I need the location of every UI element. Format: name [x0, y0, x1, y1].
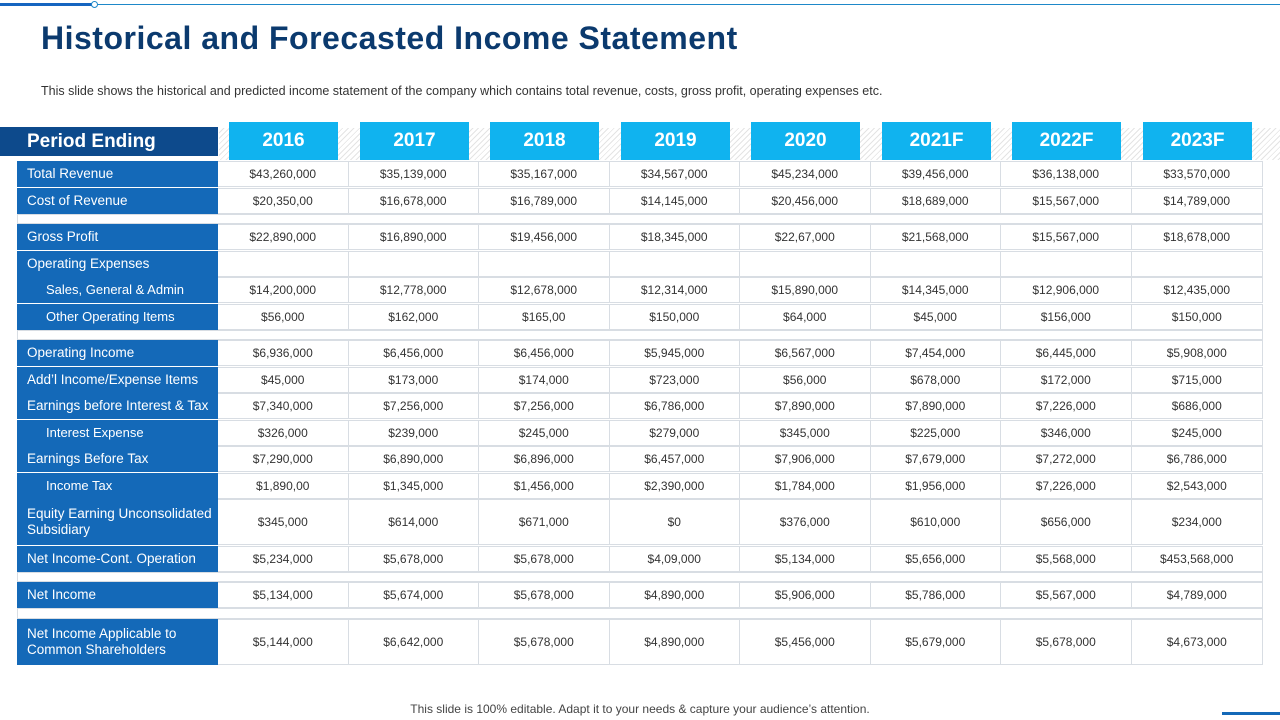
row-label: Income Tax: [17, 473, 218, 499]
row-label: Net Income Applicable to Common Shareholders: [17, 619, 218, 665]
row-label: Other Operating Items: [17, 304, 218, 330]
table-cell: $34,567,000: [610, 162, 741, 186]
table-cell: $36,138,000: [1001, 162, 1132, 186]
table-cell: $614,000: [349, 500, 480, 544]
section-separator: [17, 572, 1263, 582]
year-header: 2017: [360, 122, 469, 160]
table-cell: $156,000: [1001, 305, 1132, 329]
bottom-right-accent-bar: [1222, 712, 1280, 715]
table-cell: $5,656,000: [871, 547, 1002, 571]
table-cell: $18,345,000: [610, 225, 741, 249]
table-cell: [610, 252, 741, 276]
table-cell: $6,936,000: [218, 341, 349, 365]
table-cell: $18,689,000: [871, 189, 1002, 213]
year-header: 2021F: [882, 122, 991, 160]
table-cell: [479, 252, 610, 276]
row-label: Equity Earning Unconsolidated Subsidiary: [17, 499, 218, 545]
table-cell: $16,890,000: [349, 225, 480, 249]
year-header: 2020: [751, 122, 860, 160]
table-cell: $56,000: [740, 368, 871, 392]
table-row: [17, 473, 1263, 499]
row-values: [218, 161, 1263, 187]
row-label: Total Revenue: [17, 161, 218, 187]
table-cell: $245,000: [1171, 426, 1222, 440]
table-cell: $64,000: [740, 305, 871, 329]
table-cell: $2,390,000: [610, 474, 741, 498]
table-cell: $453,568,000: [1160, 552, 1234, 566]
table-cell: $20,350,00: [218, 189, 349, 213]
row-values: [218, 224, 1263, 250]
table-cell: $39,456,000: [871, 162, 1002, 186]
table-row: [17, 367, 1263, 393]
section-separator: [17, 214, 1263, 224]
row-values: [218, 499, 1263, 545]
table-cell: $7,256,000: [349, 394, 480, 418]
table-cell: [871, 252, 1002, 276]
table-cell: $174,000: [479, 368, 610, 392]
table-cell: $5,678,000: [479, 583, 610, 607]
table-cell: [349, 252, 480, 276]
section-separator: [17, 608, 1263, 619]
table-row: [17, 277, 1263, 303]
row-values: [218, 367, 1263, 393]
row-values: [218, 188, 1263, 214]
table-cell: $5,678,000: [479, 547, 610, 571]
table-cell: $5,678,000: [1001, 620, 1132, 664]
table-cell: $2,543,000: [1166, 479, 1227, 493]
table-cell: $165,00: [479, 305, 610, 329]
table-cell: $239,000: [349, 421, 480, 445]
table-cell: $35,167,000: [479, 162, 610, 186]
table-cell: $162,000: [349, 305, 480, 329]
row-values: [218, 340, 1263, 366]
row-label: Gross Profit: [17, 224, 218, 250]
table-cell: $671,000: [479, 500, 610, 544]
table-cell: $4,09,000: [610, 547, 741, 571]
table-cell: $14,789,000: [1163, 194, 1231, 208]
table-cell: $5,786,000: [871, 583, 1002, 607]
table-cell: $225,000: [871, 421, 1002, 445]
table-cell: $723,000: [610, 368, 741, 392]
table-cell: $15,890,000: [740, 278, 871, 302]
top-rule: [0, 4, 1280, 5]
table-cell: $345,000: [740, 421, 871, 445]
page-subtitle: This slide shows the historical and predicted income statement of the company which contains total revenue, costs, gross profit, operating expenses etc.: [41, 84, 883, 98]
table-cell: $7,454,000: [871, 341, 1002, 365]
table-cell: $6,890,000: [349, 447, 480, 471]
table-cell: $7,679,000: [871, 447, 1002, 471]
row-label: Net Income-Cont. Operation: [17, 546, 218, 572]
row-label: Earnings before Interest & Tax: [17, 393, 218, 419]
table-cell: $20,456,000: [740, 189, 871, 213]
row-values: [218, 446, 1263, 472]
row-values: [218, 393, 1263, 419]
table-cell: $6,456,000: [349, 341, 480, 365]
table-cell: $7,226,000: [1001, 394, 1132, 418]
page-title: Historical and Forecasted Income Statement: [41, 20, 738, 56]
table-cell: $1,890,00: [218, 474, 349, 498]
table-cell: $14,345,000: [871, 278, 1002, 302]
table-cell: $7,226,000: [1001, 474, 1132, 498]
row-values: [218, 582, 1263, 608]
table-cell: $1,456,000: [479, 474, 610, 498]
table-cell: $22,67,000: [740, 225, 871, 249]
table-cell: $35,139,000: [349, 162, 480, 186]
table-cell: $14,145,000: [610, 189, 741, 213]
row-label: Net Income: [17, 582, 218, 608]
table-cell: $6,896,000: [479, 447, 610, 471]
top-accent-dot: [91, 1, 98, 8]
table-cell: $12,314,000: [610, 278, 741, 302]
table-cell: $5,567,000: [1001, 583, 1132, 607]
table-cell: $686,000: [1171, 399, 1222, 413]
table-cell: $1,345,000: [349, 474, 480, 498]
table-row: [17, 224, 1263, 250]
table-cell: $326,000: [218, 421, 349, 445]
table-cell: [218, 252, 349, 276]
row-values: [218, 304, 1263, 330]
table-cell: $1,956,000: [871, 474, 1002, 498]
row-label: Earnings Before Tax: [17, 446, 218, 472]
table-cell: $7,890,000: [871, 394, 1002, 418]
table-row: [17, 161, 1263, 187]
table-cell: $234,000: [1171, 515, 1222, 529]
table-row: [17, 393, 1263, 419]
table-cell: $5,144,000: [218, 620, 349, 664]
row-label: Cost of Revenue: [17, 188, 218, 214]
table-row: [17, 619, 1263, 665]
table-row: [17, 446, 1263, 472]
table-row: [17, 582, 1263, 608]
table-cell: $43,260,000: [218, 162, 349, 186]
table-cell: $15,567,000: [1001, 189, 1132, 213]
table-cell: $6,567,000: [740, 341, 871, 365]
table-cell: $5,908,000: [1166, 346, 1227, 360]
row-label: Operating Income: [17, 340, 218, 366]
row-label: Add’l Income/Expense Items: [17, 367, 218, 393]
table-row: [17, 340, 1263, 366]
table-cell: $173,000: [349, 368, 480, 392]
table-cell: $6,786,000: [1166, 452, 1227, 466]
table-cell: $7,906,000: [740, 447, 871, 471]
year-header: 2019: [621, 122, 730, 160]
table-cell: $16,678,000: [349, 189, 480, 213]
table-cell: $0: [610, 500, 741, 544]
row-values: [218, 619, 1263, 665]
table-cell: $22,890,000: [218, 225, 349, 249]
table-cell: $5,678,000: [349, 547, 480, 571]
row-label: Interest Expense: [17, 420, 218, 446]
table-cell: $6,445,000: [1001, 341, 1132, 365]
table-cell: $5,456,000: [740, 620, 871, 664]
row-values: [218, 546, 1263, 572]
table-cell: $18,678,000: [1163, 230, 1231, 244]
table-cell: $45,000: [218, 368, 349, 392]
row-values: [218, 277, 1263, 303]
table-cell: $12,778,000: [349, 278, 480, 302]
table-cell: $12,906,000: [1001, 278, 1132, 302]
table-cell: $4,890,000: [610, 620, 741, 664]
table-cell: $16,789,000: [479, 189, 610, 213]
table-cell: $345,000: [218, 500, 349, 544]
table-cell: $5,134,000: [740, 547, 871, 571]
table-cell: $14,200,000: [218, 278, 349, 302]
table-cell: $7,290,000: [218, 447, 349, 471]
row-values: [218, 473, 1263, 499]
table-row: [17, 188, 1263, 214]
table-cell: [740, 252, 871, 276]
table-cell: $5,945,000: [610, 341, 741, 365]
table-cell: $5,906,000: [740, 583, 871, 607]
table-cell: $4,789,000: [1166, 588, 1227, 602]
table-cell: $245,000: [479, 421, 610, 445]
table-cell: $5,568,000: [1001, 547, 1132, 571]
table-cell: $150,000: [610, 305, 741, 329]
year-header: 2016: [229, 122, 338, 160]
row-label: Operating Expenses: [17, 251, 218, 277]
table-cell: [1001, 252, 1132, 276]
table-row: [17, 420, 1263, 446]
table-row: [17, 499, 1263, 545]
table-cell: $6,786,000: [610, 394, 741, 418]
table-cell: $5,234,000: [218, 547, 349, 571]
year-header: 2022F: [1012, 122, 1121, 160]
year-header: 2018: [490, 122, 599, 160]
table-cell: $4,890,000: [610, 583, 741, 607]
top-accent-bar: [0, 3, 94, 6]
table-cell: $45,000: [871, 305, 1002, 329]
table-cell: $7,340,000: [218, 394, 349, 418]
table-cell: [1132, 252, 1263, 276]
table-cell: $56,000: [218, 305, 349, 329]
row-values: [218, 251, 1263, 277]
table-cell: $5,679,000: [871, 620, 1002, 664]
table-cell: $7,272,000: [1001, 447, 1132, 471]
table-row: [17, 546, 1263, 572]
table-cell: $19,456,000: [479, 225, 610, 249]
table-cell: $21,568,000: [871, 225, 1002, 249]
row-values: [218, 420, 1263, 446]
year-header: 2023F: [1143, 122, 1252, 160]
table-cell: $33,570,000: [1163, 167, 1231, 181]
table-cell: $6,457,000: [610, 447, 741, 471]
table-cell: $7,890,000: [740, 394, 871, 418]
table-cell: $610,000: [871, 500, 1002, 544]
table-cell: $656,000: [1001, 500, 1132, 544]
table-cell: $150,000: [1171, 310, 1222, 324]
table-cell: $346,000: [1001, 421, 1132, 445]
table-cell: $7,256,000: [479, 394, 610, 418]
table-cell: $4,673,000: [1166, 635, 1227, 649]
table-cell: $12,678,000: [479, 278, 610, 302]
table-cell: $678,000: [871, 368, 1002, 392]
table-cell: $376,000: [740, 500, 871, 544]
table-cell: $1,784,000: [740, 474, 871, 498]
table-cell: $6,642,000: [349, 620, 480, 664]
table-cell: $6,456,000: [479, 341, 610, 365]
table-row: [17, 251, 1263, 277]
footer-note: This slide is 100% editable. Adapt it to your needs & capture your audience’s attention.: [410, 702, 870, 716]
table-row: [17, 304, 1263, 330]
table-cell: $279,000: [610, 421, 741, 445]
table-cell: $5,674,000: [349, 583, 480, 607]
table-cell: $715,000: [1171, 373, 1222, 387]
table-cell: $45,234,000: [740, 162, 871, 186]
row-label: Sales, General & Admin: [17, 277, 218, 303]
table-cell: $5,134,000: [218, 583, 349, 607]
table-cell: $12,435,000: [1163, 283, 1231, 297]
section-separator: [17, 330, 1263, 340]
period-ending-header: Period Ending: [0, 127, 218, 156]
table-cell: $172,000: [1001, 368, 1132, 392]
table-cell: $5,678,000: [479, 620, 610, 664]
table-cell: $15,567,000: [1001, 225, 1132, 249]
